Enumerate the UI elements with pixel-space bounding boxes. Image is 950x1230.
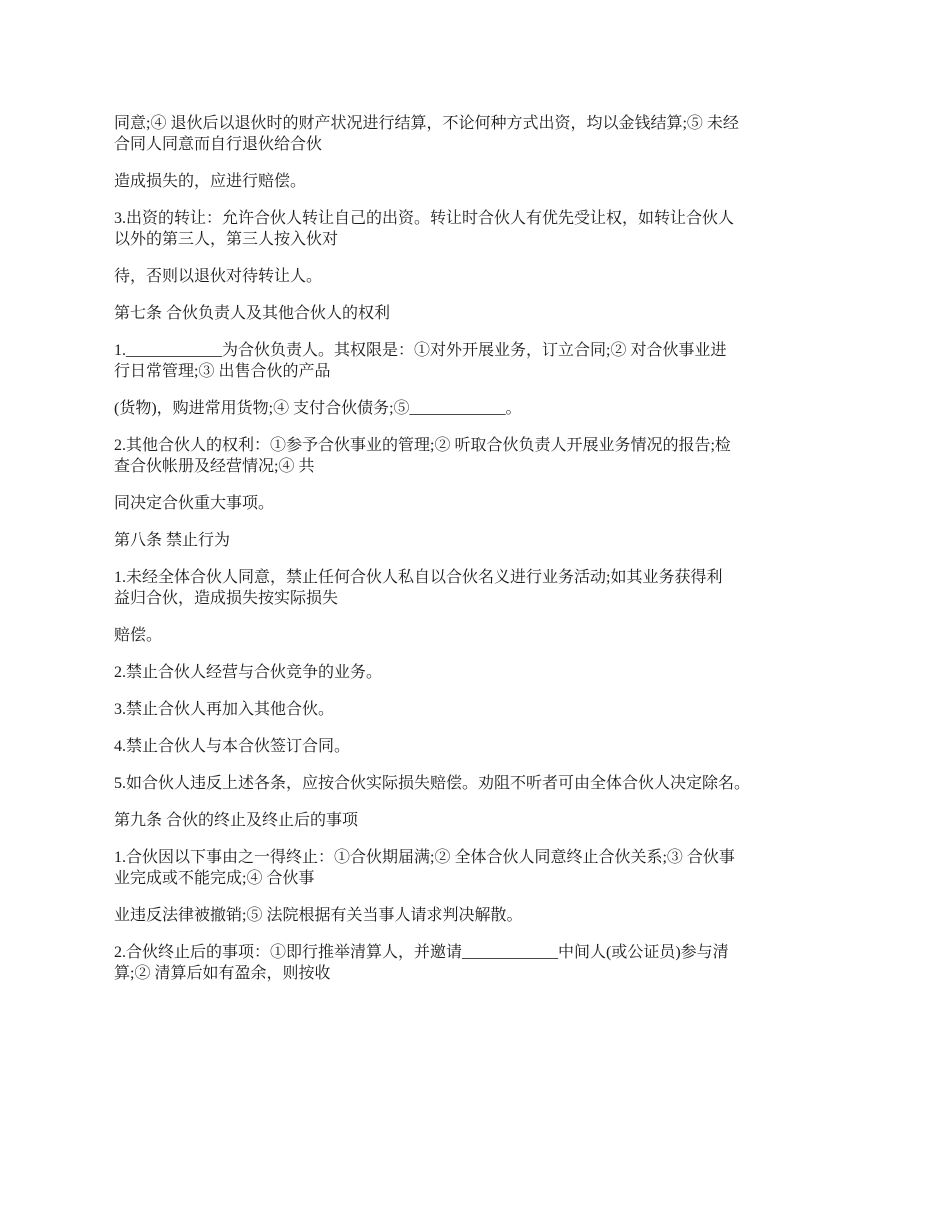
text-line: 同意;④ 退伙后以退伙时的财产状况进行结算，不论何种方式出资，均以金钱结算;⑤ 未经: [114, 115, 739, 132]
paragraph-prohibition-5: [114, 773, 844, 794]
text-line: 2.合伙终止后的事项：①即行推举清算人，并邀请____________中间人(或公证员)参与清: [114, 944, 729, 961]
text-line: 算;② 清算后如有盈余，则按收: [114, 965, 331, 982]
paragraph-other-partner-rights: [114, 435, 844, 477]
paragraph-prohibition-3: [114, 699, 844, 720]
text-line: 1.未经全体合伙人同意，禁止任何合伙人私自以合伙名义进行业务活动;如其业务获得利: [114, 569, 723, 586]
paragraph-prohibition-1-continued: [114, 625, 844, 646]
paragraph-capital-transfer: [114, 208, 844, 250]
paragraph-termination-causes-continued: [114, 905, 844, 926]
text-line: 2.禁止合伙人经营与合伙竞争的业务。: [114, 664, 383, 681]
text-line: 造成损失的，应进行赔偿。: [114, 173, 307, 190]
paragraph-post-termination: [114, 942, 844, 984]
article-heading: 第七条 合伙负责人及其他合伙人的权利: [114, 305, 391, 322]
text-line: 赔偿。: [114, 627, 163, 644]
article-heading: 第八条 禁止行为: [114, 532, 231, 549]
paragraph-compensation: [114, 171, 844, 192]
article-nine-heading: [114, 810, 844, 831]
text-line: 5.如合伙人违反上述各条，应按合伙实际损失赔偿。劝阻不听者可由全体合伙人决定除名。: [114, 775, 751, 792]
text-line: 2.其他合伙人的权利：①参予合伙事业的管理;② 听取合伙负责人开展业务情况的报告;检: [114, 437, 731, 454]
paragraph-prohibition-4: [114, 736, 844, 757]
text-line: 1.合伙因以下事由之一得终止：①合伙期届满;② 全体合伙人同意终止合伙关系;③ 合伙事: [114, 849, 735, 866]
text-line: 3.禁止合伙人再加入其他合伙。: [114, 701, 335, 718]
text-line: 查合伙帐册及经营情况;④ 共: [114, 458, 315, 475]
text-line: 益归合伙，造成损失按实际损失: [114, 590, 339, 607]
text-line: (货物)，购进常用货物;④ 支付合伙债务;⑤____________。: [114, 400, 522, 417]
text-line: 3.出资的转让：允许合伙人转让自己的出资。转让时合伙人有优先受让权，如转让合伙人: [114, 210, 735, 227]
text-line: 4.禁止合伙人与本合伙签订合同。: [114, 738, 351, 755]
paragraph-termination-causes: [114, 847, 844, 889]
text-line: 待，否则以退伙对待转让人。: [114, 268, 323, 285]
text-line: 合同人同意而自行退伙给合伙: [114, 136, 323, 153]
paragraph-responsible-partner: [114, 340, 844, 382]
article-eight-heading: [114, 530, 844, 551]
paragraph-responsible-partner-continued: [114, 398, 844, 419]
article-heading: 第九条 合伙的终止及终止后的事项: [114, 812, 359, 829]
paragraph-prohibition-1: [114, 567, 844, 609]
paragraph-withdrawal-settlement: [114, 113, 844, 155]
article-seven-heading: [114, 303, 844, 324]
text-line: 行日常管理;③ 出售合伙的产品: [114, 363, 331, 380]
text-line: 业违反法律被撤销;⑤ 法院根据有关当事人请求判决解散。: [114, 907, 523, 924]
paragraph-transfer-continued: [114, 266, 844, 287]
document-body: [114, 113, 844, 984]
text-line: 1.____________为合伙负责人。其权限是：①对外开展业务，订立合同;② 对合伙事业进: [114, 342, 727, 359]
text-line: 业完成或不能完成;④ 合伙事: [114, 870, 315, 887]
text-line: 以外的第三人，第三人按入伙对: [114, 231, 339, 248]
paragraph-other-partner-rights-continued: [114, 493, 844, 514]
paragraph-prohibition-2: [114, 662, 844, 683]
text-line: 同决定合伙重大事项。: [114, 495, 275, 512]
